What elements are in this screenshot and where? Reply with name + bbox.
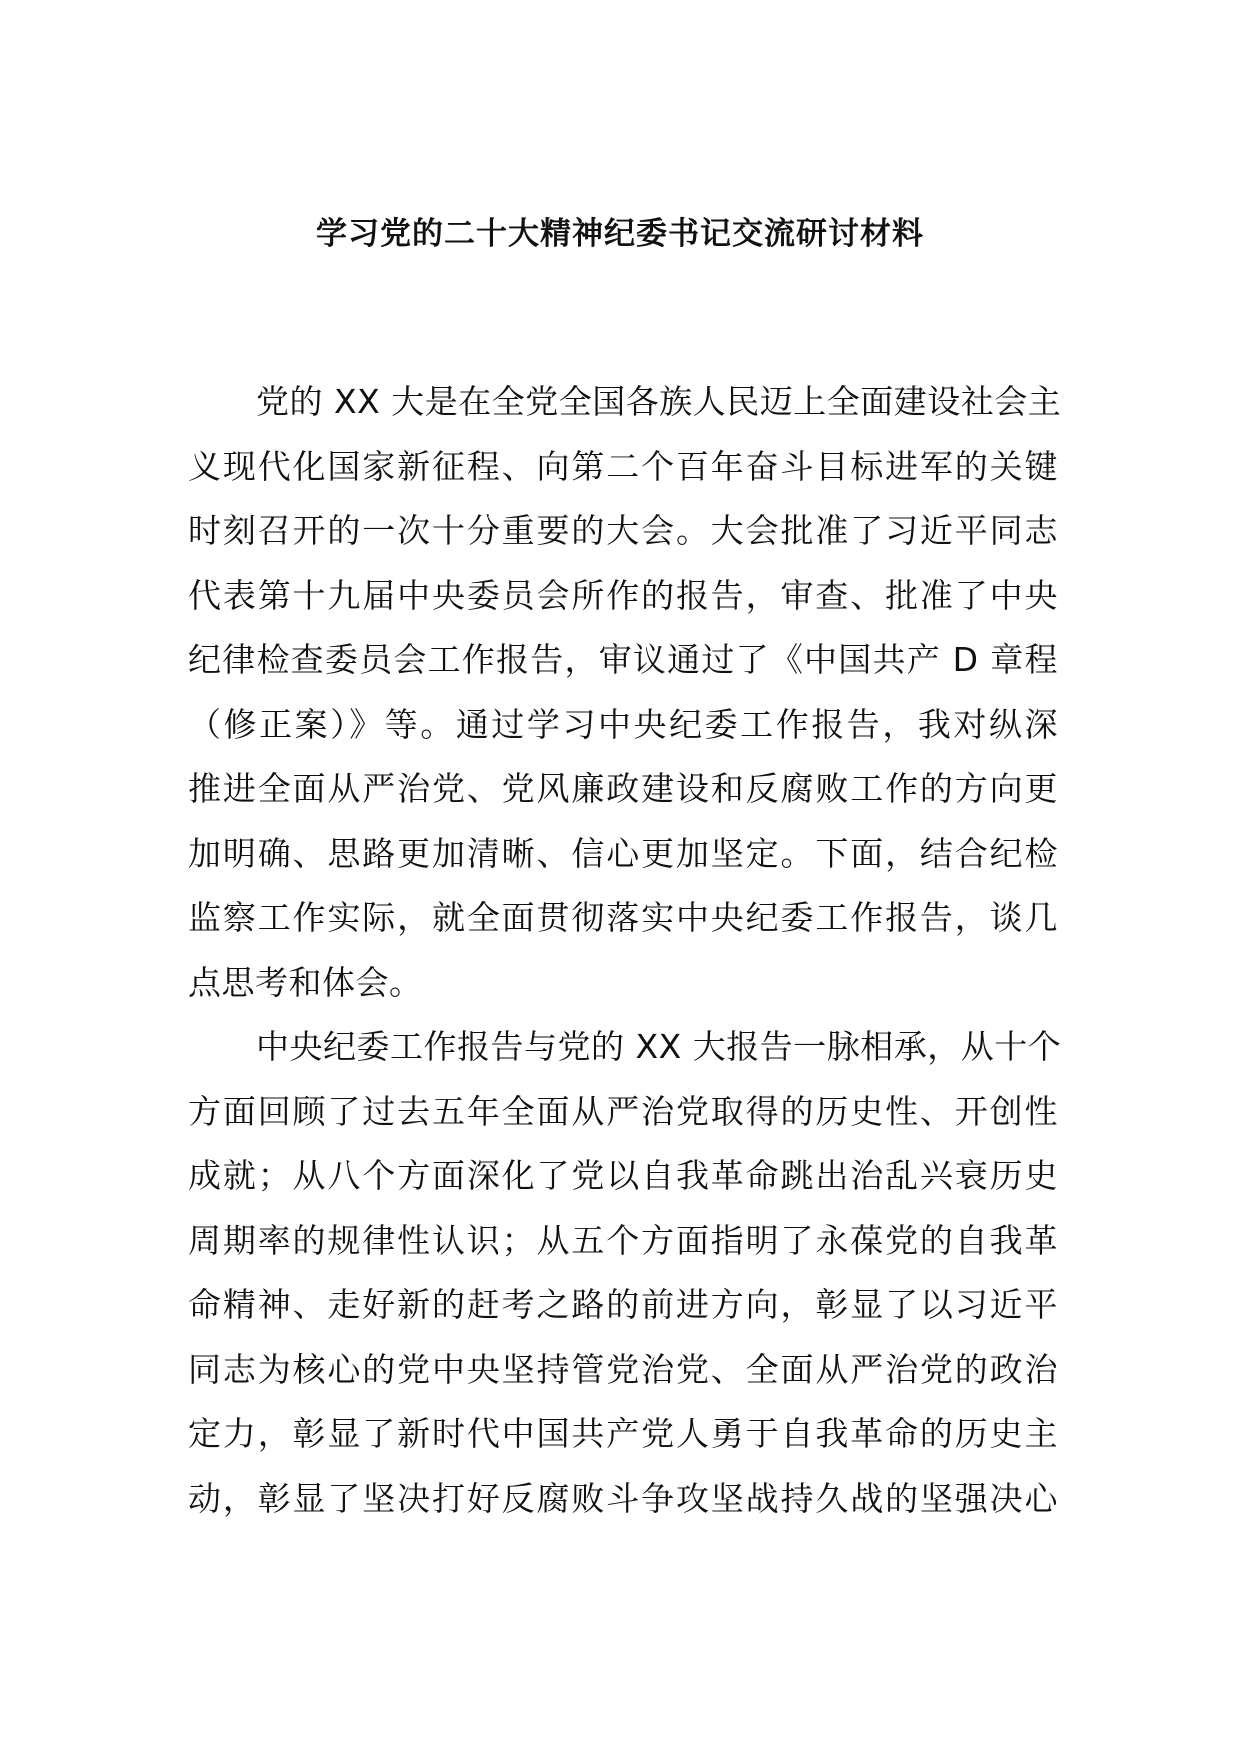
paragraph-line: 时刻召开的一次十分重要的大会。大会批准了习近平同志 [188, 511, 1058, 550]
paragraph-line: 义现代化国家新征程、向第二个百年奋斗目标进军的关键 [188, 446, 1058, 486]
paragraph-line: 成就；从八个方面深化了党以自我革命跳出治乱兴衰历史 [188, 1156, 1058, 1195]
paragraph-line: 加明确、思路更加清晰、信心更加坚定。下面，结合纪检 [188, 833, 1058, 873]
paragraph-line: 命精神、走好新的赶考之路的前进方向，彰显了以习近平 [188, 1285, 1058, 1324]
paragraph-line: 代表第十九届中央委员会所作的报告，审查、批准了中央 [188, 575, 1058, 615]
document-title: 学习党的二十大精神纪委书记交流研讨材料 [316, 216, 924, 252]
document-body [188, 370, 1062, 1531]
paragraph-line: （修正案）》等。通过学习中央纪委工作报告，我对纵深 [188, 704, 1058, 744]
paragraph-line: 定力，彰显了新时代中国共产党人勇于自我革命的历史主 [188, 1414, 1058, 1453]
paragraph-line: 周期率的规律性认识；从五个方面指明了永葆党的自我革 [188, 1220, 1058, 1260]
paragraph-line: 监察工作实际，就全面贯彻落实中央纪委工作报告，谈几 [188, 898, 1058, 937]
paragraph-line: 方面回顾了过去五年全面从严治党取得的历史性、开创性 [188, 1091, 1058, 1131]
paragraph-line: 同志为核心的党中央坚持管党治党、全面从严治党的政治 [188, 1349, 1058, 1389]
paragraph-line: 推进全面从严治党、党风廉政建设和反腐败工作的方向更 [188, 769, 1058, 808]
paragraph-line: 党的 XX 大是在全党全国各族人民迈上全面建设社会主 [256, 382, 1062, 421]
paragraph-line: 点思考和体会。 [188, 962, 423, 1002]
paragraph-line: 中央纪委工作报告与党的 XX 大报告一脉相承，从十个 [256, 1027, 1062, 1066]
paragraph-line: 纪律检查委员会工作报告，审议通过了《中国共产 D 章程 [188, 640, 1058, 679]
paragraph-line: 动，彰显了坚决打好反腐败斗争攻坚战持久战的坚强决心 [188, 1478, 1058, 1518]
